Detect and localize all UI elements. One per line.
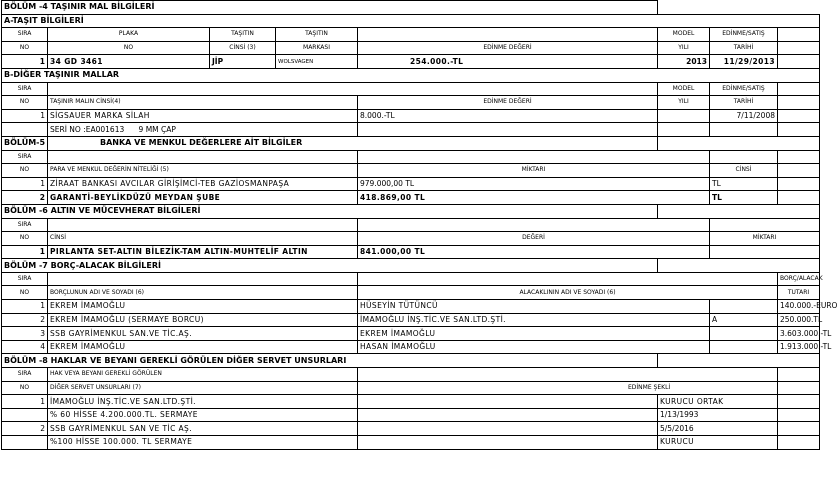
other-serial-row xyxy=(2,123,820,137)
section7-title-row xyxy=(2,259,820,273)
item-no: 1 xyxy=(2,109,48,123)
section8-title-row xyxy=(2,354,820,368)
header-sira: SIRA xyxy=(2,28,48,42)
rights-header-row-2 xyxy=(2,381,820,395)
debt-borclu: EKREM İMAMOĞLU (SERMAYE BORCU) xyxy=(48,313,358,327)
debt-borclu: EKREM İMAMOĞLU xyxy=(48,300,358,314)
header-no: NO xyxy=(2,41,48,55)
section4-subA-title: A-TAŞIT BİLGİLERİ xyxy=(2,14,820,28)
header-sira: SIRA xyxy=(2,218,48,232)
rights-no xyxy=(2,408,48,422)
section4-subA-row xyxy=(2,14,820,28)
rights-no: 2 xyxy=(2,422,48,436)
debt-tutar: 140.000.-EURO xyxy=(778,300,820,314)
header-edinme-sekli: EDİNME ŞEKLİ xyxy=(358,381,778,395)
gold-header-row-1 xyxy=(2,218,820,232)
header-tasitin-marka: TAŞITIN xyxy=(276,28,358,42)
header-cinsi: CİNSİ xyxy=(48,232,358,246)
section6-title-row xyxy=(2,204,820,218)
debt-mark xyxy=(710,340,778,354)
header-borc-alacak: BORÇ/ALACAK xyxy=(778,272,820,286)
vehicle-plaka: 34 GD 3461 xyxy=(48,55,210,69)
vehicle-tarih: 11/29/2013 xyxy=(710,55,778,69)
debt-mark xyxy=(710,300,778,314)
vehicle-header-row-2 xyxy=(2,41,820,55)
bank-cins: TL xyxy=(710,191,778,205)
other-header-row-2 xyxy=(2,96,820,110)
header-borclu: BORÇLUNUN ADI VE SOYADI (6) xyxy=(48,286,358,300)
header-degeri: DEĞERİ xyxy=(358,232,710,246)
bank-miktar: 979.000,00 TL xyxy=(358,177,710,191)
item-deger: 8.000.-TL xyxy=(358,109,658,123)
rights-text: %100 HİSSE 100.000. TL SERMAYE xyxy=(48,436,358,450)
header-sira: SIRA xyxy=(2,82,48,96)
debt-no: 2 xyxy=(2,313,48,327)
bank-cins: TL xyxy=(710,177,778,191)
section4-subB-row xyxy=(2,68,820,82)
rights-row xyxy=(2,395,820,409)
header-no: NO xyxy=(2,286,48,300)
vehicle-cinsi: JİP xyxy=(210,55,276,69)
rights-text: İMAMOĞLU İNŞ.TİC.VE SAN.LTD.ŞTİ. xyxy=(48,395,358,409)
bank-header-row-2 xyxy=(2,164,820,178)
item-cins: SİGSAUER MARKA SİLAH xyxy=(48,109,358,123)
other-item-row xyxy=(2,109,820,123)
debt-tutar: 250.000.TL xyxy=(778,313,820,327)
bank-no: 2 xyxy=(2,191,48,205)
header-cinsi: CİNSİ (3) xyxy=(210,41,276,55)
header-edinme-degeri: EDİNME DEĞERİ xyxy=(358,41,658,55)
debt-row xyxy=(2,300,820,314)
debt-alacakli: İMAMOĞLU İNŞ.TİC.VE SAN.LTD.ŞTİ. xyxy=(358,313,710,327)
header-model: MODEL xyxy=(658,28,710,42)
header-no: NO xyxy=(2,164,48,178)
header-alacakli: ALACAKLININ ADI VE SOYADI (6) xyxy=(358,286,778,300)
section5-title-row xyxy=(2,136,820,150)
header-hak: HAK VEYA BEYANI GEREKLİ GÖRÜLEN xyxy=(48,368,358,382)
bank-nitelik: GARANTİ-BEYLİKDÜZÜ MEYDAN ŞUBE xyxy=(48,191,358,205)
section4-title: BÖLÜM -4 TAŞINIR MAL BİLGİLERİ xyxy=(2,1,658,15)
header-edinme-satis: EDİNME/SATIŞ xyxy=(710,28,778,42)
header-yili: YILI xyxy=(658,41,710,55)
header-tutari: TUTARI xyxy=(778,286,820,300)
vehicle-header-row-1 xyxy=(2,28,820,42)
item-serial: SERİ NO :EA001613 9 MM ÇAP xyxy=(48,123,358,137)
header-nitelik: PARA VE MENKUL DEĞERİN NİTELİĞİ (5) xyxy=(48,164,358,178)
header-model: MODEL xyxy=(658,82,710,96)
debt-no: 1 xyxy=(2,300,48,314)
section5-title: BANKA VE MENKUL DEĞERLERE AİT BİLGİLER xyxy=(48,136,658,150)
header-sira: SIRA xyxy=(2,272,48,286)
bank-row xyxy=(2,177,820,191)
header-cinsi: CİNSİ xyxy=(710,164,778,178)
section4-title-row xyxy=(2,1,820,15)
header-markasi: MARKASI xyxy=(276,41,358,55)
header-edinme-degeri: EDİNME DEĞERİ xyxy=(358,96,658,110)
header-miktari: MİKTARI xyxy=(358,164,710,178)
rights-no: 1 xyxy=(2,395,48,409)
header-sira: SIRA xyxy=(2,150,48,164)
rights-row xyxy=(2,422,820,436)
rights-text: SSB GAYRİMENKUL SAN VE TİC AŞ. xyxy=(48,422,358,436)
gold-row xyxy=(2,245,820,259)
rights-no xyxy=(2,436,48,450)
section8-title: BÖLÜM -8 HAKLAR VE BEYANI GEREKLİ GÖRÜLEN DİĞER SERVET UNSURLARI xyxy=(2,354,658,368)
bank-row xyxy=(2,191,820,205)
header-sira: SIRA xyxy=(2,368,48,382)
gold-cins: PIRLANTA SET-ALTIN BİLEZİK-TAM ALTIN-MUHTELİF ALTIN xyxy=(48,245,358,259)
rights-edinme: KURUCU xyxy=(658,436,778,450)
header-plaka: PLAKA xyxy=(48,28,210,42)
debt-row xyxy=(2,340,820,354)
header-plaka-no: NO xyxy=(48,41,210,55)
section5-title-left: BÖLÜM-5 xyxy=(2,136,48,150)
gold-miktar xyxy=(710,245,820,259)
header-no: NO xyxy=(2,232,48,246)
bank-no: 1 xyxy=(2,177,48,191)
vehicle-row xyxy=(2,55,820,69)
rights-edinme: KURUCU ORTAK xyxy=(658,395,778,409)
debt-header-row-2 xyxy=(2,286,820,300)
rights-text: % 60 HİSSE 4.200.000.TL. SERMAYE xyxy=(48,408,358,422)
declaration-table xyxy=(1,0,837,450)
debt-row xyxy=(2,327,820,341)
gold-no: 1 xyxy=(2,245,48,259)
debt-header-row-1 xyxy=(2,272,820,286)
debt-borclu: SSB GAYRİMENKUL SAN.VE TİC.AŞ. xyxy=(48,327,358,341)
debt-tutar: 1.913.000.-TL xyxy=(778,340,820,354)
header-tarihi: TARİHİ xyxy=(710,96,778,110)
debt-mark xyxy=(710,327,778,341)
bank-header-row-1 xyxy=(2,150,820,164)
debt-alacakli: HÜSEYİN TÜTÜNCÜ xyxy=(358,300,710,314)
debt-mark: A xyxy=(710,313,778,327)
header-yili: YILI xyxy=(658,96,710,110)
section6-title: BÖLÜM -6 ALTIN VE MÜCEVHERAT BİLGİLERİ xyxy=(2,204,658,218)
header-no: NO xyxy=(2,96,48,110)
bank-nitelik: ZİRAAT BANKASI AVCILAR GİRİŞİMCİ-TEB GAZİOSMANPAŞA xyxy=(48,177,358,191)
rights-row xyxy=(2,408,820,422)
debt-alacakli: HASAN İMAMOĞLU xyxy=(358,340,710,354)
header-tarihi: TARİHİ xyxy=(710,41,778,55)
vehicle-deger: 254.000.-TL xyxy=(358,55,658,69)
debt-no: 4 xyxy=(2,340,48,354)
gold-deger: 841.000,00 TL xyxy=(358,245,710,259)
rights-header-row-1 xyxy=(2,368,820,382)
debt-borclu: EKREM İMAMOĞLU xyxy=(48,340,358,354)
other-header-row-1 xyxy=(2,82,820,96)
rights-edinme: 5/5/2016 xyxy=(658,422,778,436)
section4-subB-title: B-DİĞER TAŞINIR MALLAR xyxy=(2,68,820,82)
vehicle-no: 1 xyxy=(2,55,48,69)
debt-no: 3 xyxy=(2,327,48,341)
header-no: NO xyxy=(2,381,48,395)
header-servet: DİĞER SERVET UNSURLARI (7) xyxy=(48,381,358,395)
gold-header-row-2 xyxy=(2,232,820,246)
rights-edinme: 1/13/1993 xyxy=(658,408,778,422)
debt-alacakli: EKREM İMAMOĞLU xyxy=(358,327,710,341)
header-miktari: MİKTARI xyxy=(710,232,820,246)
header-tasinir-cinsi: TAŞINIR MALIN CİNSİ(4) xyxy=(48,96,358,110)
section7-title: BÖLÜM -7 BORÇ-ALACAK BİLGİLERİ xyxy=(2,259,658,273)
debt-row xyxy=(2,313,820,327)
header-edinme-satis: EDİNME/SATIŞ xyxy=(710,82,778,96)
rights-row xyxy=(2,436,820,450)
bank-miktar: 418.869,00 TL xyxy=(358,191,710,205)
debt-tutar: 3.603.000.-TL xyxy=(778,327,820,341)
item-tarih: 7/11/2008 xyxy=(710,109,778,123)
header-tasitin: TAŞITIN xyxy=(210,28,276,42)
vehicle-marka: WOLSVAGEN xyxy=(276,55,358,69)
vehicle-yil: 2013 xyxy=(658,55,710,69)
